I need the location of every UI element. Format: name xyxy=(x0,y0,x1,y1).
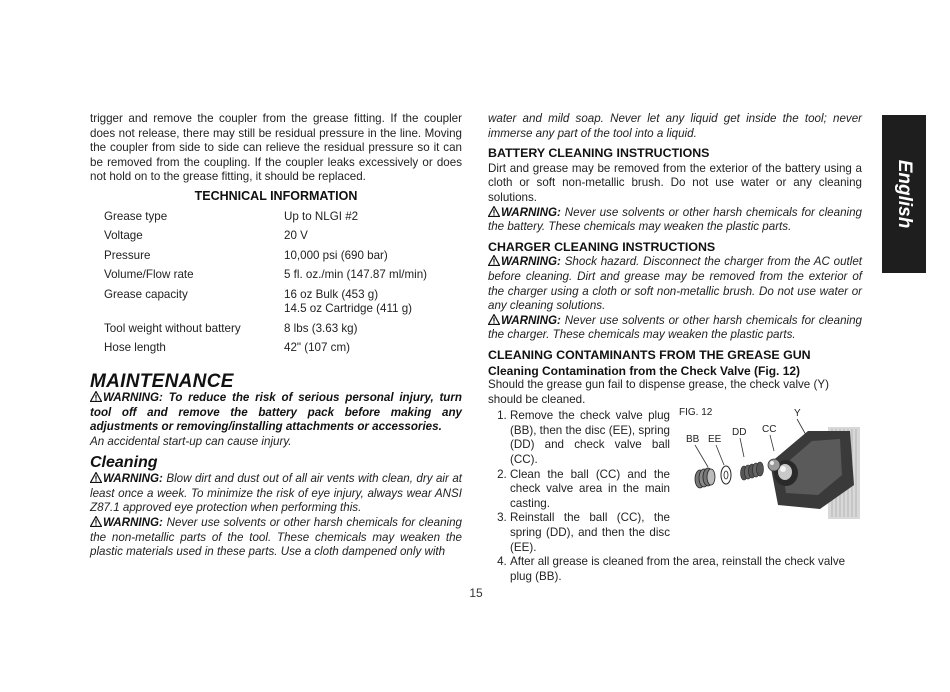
warning-label: WARNING: xyxy=(501,205,561,219)
charger-cleaning-heading: CHARGER CLEANING INSTRUCTIONS xyxy=(488,239,716,254)
warning-text: Shock hazard. Disconnect the charger from the AC outlet before cleaning. Dirt and grease may be removed from the exterior of the charger using a cloth or soft non-metallic brush. Do not use water or any cleaning solutions. xyxy=(488,255,862,313)
warning-triangle-icon xyxy=(90,472,102,483)
left-column xyxy=(90,112,462,560)
spec-value-cartridge: 14.5 oz Cartridge (411 g) xyxy=(284,302,413,316)
warning-label: WARNING: xyxy=(103,515,163,529)
check-valve-text: Should the grease gun fail to dispense grease, the check valve (Y) should be cleaned. xyxy=(488,378,829,406)
battery-cleaning-heading: BATTERY CLEANING INSTRUCTIONS xyxy=(488,146,710,161)
callout-ee: EE xyxy=(708,434,722,445)
figure-12-check-valve xyxy=(678,405,862,523)
cleaning-heading: Cleaning xyxy=(90,453,158,471)
callout-bb: BB xyxy=(686,434,700,445)
warning-triangle-icon xyxy=(90,391,102,402)
check-valve-ball xyxy=(768,459,780,471)
warning-triangle-icon xyxy=(488,314,500,325)
spec-value: 5 fl. oz./min (147.87 ml/min) xyxy=(284,268,428,282)
spec-row xyxy=(104,341,427,361)
maintenance-heading: MAINTENANCE xyxy=(90,370,234,392)
warning-text: Blow dirt and dust out of all air vents with clean, dry air at least once a week. To minimize the risk of eye injury, always wear ANSI Z87.1 approved eye protection when performing this. xyxy=(90,472,462,515)
warning-text: Never use solvents or other harsh chemicals for cleaning the charger. These chemicals may weaken the plastic parts. xyxy=(488,313,862,342)
spec-value: 42" (107 cm) xyxy=(284,341,350,355)
cleaning-warning-solvents xyxy=(90,516,462,560)
language-tab xyxy=(882,115,926,273)
check-valve-plug xyxy=(695,468,715,488)
spec-value: 10,000 psi (690 bar) xyxy=(284,248,388,262)
maintenance-note: An accidental start-up can cause injury. xyxy=(90,434,292,448)
list-item: 3. Reinstall the ball (CC), the spring (DD), and then the disc (EE). xyxy=(510,511,670,555)
spec-label: Pressure xyxy=(104,248,151,262)
spec-value: Up to NLGI #2 xyxy=(284,209,359,223)
spec-value-bulk: 16 oz Bulk (453 g) xyxy=(284,287,379,301)
spec-label: Grease capacity xyxy=(104,287,188,301)
language-tab-label: English xyxy=(894,159,915,229)
charger-warning-solvents xyxy=(488,314,862,343)
warning-triangle-icon xyxy=(488,206,500,217)
warning-triangle-icon xyxy=(488,255,500,266)
spec-label: Hose length xyxy=(104,341,166,355)
callout-y: Y xyxy=(794,408,801,419)
spec-row xyxy=(104,249,427,269)
maintenance-warning xyxy=(90,391,462,435)
spec-table xyxy=(104,210,427,361)
list-item: 4. After all grease is cleaned from the area, reinstall the check valve plug (BB). xyxy=(510,555,862,584)
spec-label: Volume/Flow rate xyxy=(104,268,194,282)
spec-row xyxy=(104,268,427,288)
callout-dd: DD xyxy=(732,427,747,438)
contaminants-heading: CLEANING CONTAMINANTS FROM THE GREASE GUN xyxy=(488,347,811,362)
spec-row xyxy=(104,322,427,342)
page-number: 15 xyxy=(469,586,483,600)
spec-row xyxy=(104,210,427,230)
spec-value xyxy=(284,288,427,322)
spec-label: Tool weight without battery xyxy=(104,321,241,335)
battery-cleaning-text: Dirt and grease may be removed from the exterior of the battery using a cloth or soft non-metallic brush. Do not use water or any cleaning solutions. xyxy=(488,161,862,204)
list-item: 1. Remove the check valve plug (BB), then the disc (EE), spring (DD) and check valve ball (CC). xyxy=(510,409,670,467)
warning-text: To reduce the risk of serious personal injury, turn tool off and remove the battery pack before making any adjustments or removing/installing attachments or accessories. xyxy=(90,391,462,434)
warning-text: Never use solvents or other harsh chemicals for cleaning the non-metallic parts of the tool. These chemicals may weaken the plastic materials used in these parts. Use a cloth dampened only with xyxy=(90,515,462,559)
spring xyxy=(741,462,764,480)
disc xyxy=(721,466,731,484)
technical-information-heading: TECHNICAL INFORMATION xyxy=(194,188,358,203)
grease-gun-body xyxy=(770,427,860,519)
warning-label: WARNING: xyxy=(501,255,561,269)
intro-paragraph: trigger and remove the coupler from the grease fitting. If the coupler does not release, there may still be residual pressure in the line. Moving the coupler from side to side can relieve the residual pressure so it can be removed from the coupling. If the coupler leaks excessively or does not hold on to the grease fitting, it should be replaced. xyxy=(90,112,462,184)
cleaning-warning-air-vents xyxy=(90,472,462,516)
charger-warning-shock xyxy=(488,255,862,313)
warning-label: WARNING: xyxy=(103,472,163,486)
check-valve-heading: Cleaning Contamination from the Check Valve (Fig. 12) xyxy=(488,363,801,378)
spec-value: 8 lbs (3.63 kg) xyxy=(284,321,358,335)
spec-value: 20 V xyxy=(284,229,308,243)
figure-label: FIG. 12 xyxy=(679,407,713,418)
spec-row xyxy=(104,229,427,249)
list-item: 2. Clean the ball (CC) and the check valve area in the main casting. xyxy=(510,468,670,512)
warning-label: WARNING: xyxy=(501,313,561,327)
spec-label: Grease type xyxy=(104,209,168,223)
warning-label: WARNING: xyxy=(103,391,163,405)
spec-row xyxy=(104,288,427,322)
continuation-paragraph: water and mild soap. Never let any liquid get inside the tool; never immerse any part of the tool into a liquid. xyxy=(488,112,862,140)
warning-triangle-icon xyxy=(90,516,102,527)
warning-text: Never use solvents or other harsh chemicals for cleaning the battery. These chemicals may weaken the plastic parts. xyxy=(488,205,862,234)
spec-label: Voltage xyxy=(104,229,143,243)
callout-cc: CC xyxy=(762,424,777,435)
battery-warning xyxy=(488,206,862,235)
